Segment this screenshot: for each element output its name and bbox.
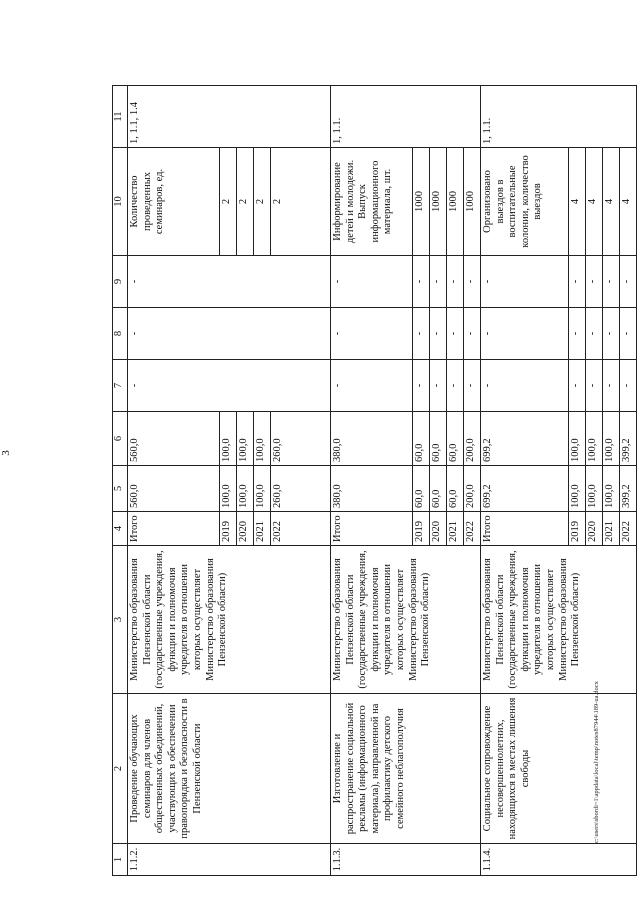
rotated-table-sheet: [112, 86, 632, 876]
year-cell: 2021: [447, 512, 464, 546]
column-number: 10: [113, 148, 128, 256]
empty-cell: -: [331, 256, 413, 308]
amount-cell: 60,0: [413, 412, 430, 466]
amount-cell: 699,2: [481, 412, 569, 466]
amount-cell: 60,0: [447, 412, 464, 466]
activity-executor: Министерство образования Пензенской области (государственные учреждения, функции и полномочия учредителя в отношении которых осуществляет Министерство образования Пензенской области): [128, 546, 331, 694]
activity-block-1-1-2: [128, 86, 331, 876]
amount-cell: 60,0: [413, 466, 430, 512]
empty-cell: -: [481, 308, 569, 360]
amount-cell: 100,0: [220, 412, 237, 466]
year-cell: 2022: [620, 512, 637, 546]
indicator-value: 4: [620, 148, 637, 256]
activity-executor: Министерство образования Пензенской области (государственные учреждения, функции и полномочия учредителя в отношении которых осуществляет Министерство образования Пензенской области): [481, 546, 637, 694]
empty-cell: -: [447, 256, 464, 308]
empty-cell: -: [464, 308, 481, 360]
empty-cell: -: [430, 360, 447, 412]
indicator-name: Организовано выездов в воспитательные колонии, количество выездов: [481, 148, 569, 256]
column-number: 1: [113, 844, 128, 876]
activity-block-1-1-3: [331, 86, 481, 876]
year-cell: 2021: [254, 512, 271, 546]
amount-cell: 60,0: [430, 412, 447, 466]
column-number: 2: [113, 694, 128, 844]
empty-cell: -: [603, 256, 620, 308]
amount-cell: 100,0: [237, 466, 254, 512]
empty-cell: -: [331, 308, 413, 360]
amount-cell: 60,0: [430, 466, 447, 512]
column-number: 8: [113, 308, 128, 360]
year-cell: 2020: [586, 512, 603, 546]
task-link: 1, 1.1.: [481, 86, 637, 148]
amount-cell: 380,0: [331, 412, 413, 466]
empty-cell: -: [603, 308, 620, 360]
empty-cell: -: [128, 308, 331, 360]
year-cell: 2022: [271, 512, 331, 546]
indicator-value: 4: [586, 148, 603, 256]
program-activities-table: [112, 85, 637, 876]
empty-cell: -: [331, 360, 413, 412]
amount-cell: 100,0: [569, 466, 586, 512]
activity-executor: Министерство образования Пензенской области (государственные учреждения, функции и полномочия учредителя в отношении которых осуществляет Министерство образования Пензенской области): [331, 546, 481, 694]
amount-cell: 699,2: [481, 466, 569, 512]
empty-cell: -: [413, 360, 430, 412]
empty-cell: -: [430, 256, 447, 308]
task-link: 1, 1.1, 1.4: [128, 86, 331, 148]
year-cell: 2020: [237, 512, 254, 546]
amount-cell: 200,0: [464, 466, 481, 512]
amount-cell: 100,0: [586, 466, 603, 512]
indicator-value: 2: [254, 148, 271, 256]
amount-cell: 260,0: [271, 412, 331, 466]
amount-cell: 60,0: [447, 466, 464, 512]
year-cell: 2020: [430, 512, 447, 546]
year-cell: 2019: [569, 512, 586, 546]
empty-cell: -: [620, 360, 637, 412]
empty-cell: -: [413, 256, 430, 308]
activity-number: 1.1.4.: [481, 844, 637, 876]
task-link: 1, 1.1.: [331, 86, 481, 148]
empty-cell: -: [447, 308, 464, 360]
amount-cell: 100,0: [254, 466, 271, 512]
empty-cell: -: [413, 308, 430, 360]
indicator-value: 1000: [464, 148, 481, 256]
indicator-name: Информирование детей и молодежи. Выпуск информационного материала, шт.: [331, 148, 413, 256]
amount-cell: 200,0: [464, 412, 481, 466]
empty-cell: -: [481, 360, 569, 412]
amount-cell: 100,0: [586, 412, 603, 466]
indicator-value: 1000: [430, 148, 447, 256]
activity-name: Социальное сопровождение несовершеннолетних, находящихся в местах лишения свободы: [481, 694, 637, 844]
year-cell: Итого: [128, 512, 220, 546]
table-row: [481, 86, 569, 876]
amount-cell: 380,0: [331, 466, 413, 512]
empty-cell: -: [586, 256, 603, 308]
activity-name: Проведение обучающих семинаров для членов общественных объединений, участвующих в обеспечении правопорядка и безопасности в Пензенской области: [128, 694, 331, 844]
empty-cell: -: [586, 360, 603, 412]
amount-cell: 100,0: [220, 466, 237, 512]
activity-number: 1.1.2.: [128, 844, 331, 876]
activity-name: Изготовление и распространение социальной рекламы (информационного материала), направленной на профилактику детского семейного неблагополучия: [331, 694, 481, 844]
indicator-value: 2: [271, 148, 331, 256]
indicator-value: 2: [220, 148, 237, 256]
column-number: 9: [113, 256, 128, 308]
amount-cell: 399,2: [620, 412, 637, 466]
empty-cell: -: [603, 360, 620, 412]
column-number: 7: [113, 360, 128, 412]
empty-cell: -: [569, 360, 586, 412]
year-cell: Итого: [331, 512, 413, 546]
indicator-value: 4: [569, 148, 586, 256]
year-cell: 2019: [413, 512, 430, 546]
empty-cell: -: [430, 308, 447, 360]
empty-cell: -: [464, 256, 481, 308]
empty-cell: -: [569, 308, 586, 360]
indicator-value: 1000: [413, 148, 430, 256]
column-number: 6: [113, 412, 128, 466]
amount-cell: 260,0: [271, 466, 331, 512]
empty-cell: -: [464, 360, 481, 412]
amount-cell: 560,0: [128, 412, 220, 466]
year-cell: 2021: [603, 512, 620, 546]
footer-file-path: c:\users\sbordi~1\appdata\local\temp\notes87944\189-ua.docx: [593, 681, 600, 843]
indicator-value: 2: [237, 148, 254, 256]
amount-cell: 399,2: [620, 466, 637, 512]
column-number: 11: [113, 86, 128, 148]
amount-cell: 100,0: [254, 412, 271, 466]
year-cell: 2022: [464, 512, 481, 546]
empty-cell: -: [128, 256, 331, 308]
empty-cell: -: [569, 256, 586, 308]
empty-cell: -: [447, 360, 464, 412]
activity-block-1-1-4: [481, 86, 637, 876]
amount-cell: 560,0: [128, 466, 220, 512]
column-number: 3: [113, 546, 128, 694]
empty-cell: -: [481, 256, 569, 308]
column-number-row: [113, 86, 128, 876]
empty-cell: -: [128, 360, 331, 412]
activity-number: 1.1.3.: [331, 844, 481, 876]
empty-cell: -: [620, 308, 637, 360]
year-cell: 2019: [220, 512, 237, 546]
amount-cell: 100,0: [237, 412, 254, 466]
indicator-value: 4: [603, 148, 620, 256]
column-number: 4: [113, 512, 128, 546]
indicator-name: Количество проведенных семинаров, ед.: [128, 148, 220, 256]
amount-cell: 100,0: [603, 412, 620, 466]
column-number: 5: [113, 466, 128, 512]
indicator-value: 1000: [447, 148, 464, 256]
table-row: [331, 86, 413, 876]
year-cell: Итого: [481, 512, 569, 546]
empty-cell: -: [586, 308, 603, 360]
page-number: 3: [0, 450, 12, 456]
amount-cell: 100,0: [569, 412, 586, 466]
amount-cell: 100,0: [603, 466, 620, 512]
table-row: [128, 86, 220, 876]
empty-cell: -: [620, 256, 637, 308]
